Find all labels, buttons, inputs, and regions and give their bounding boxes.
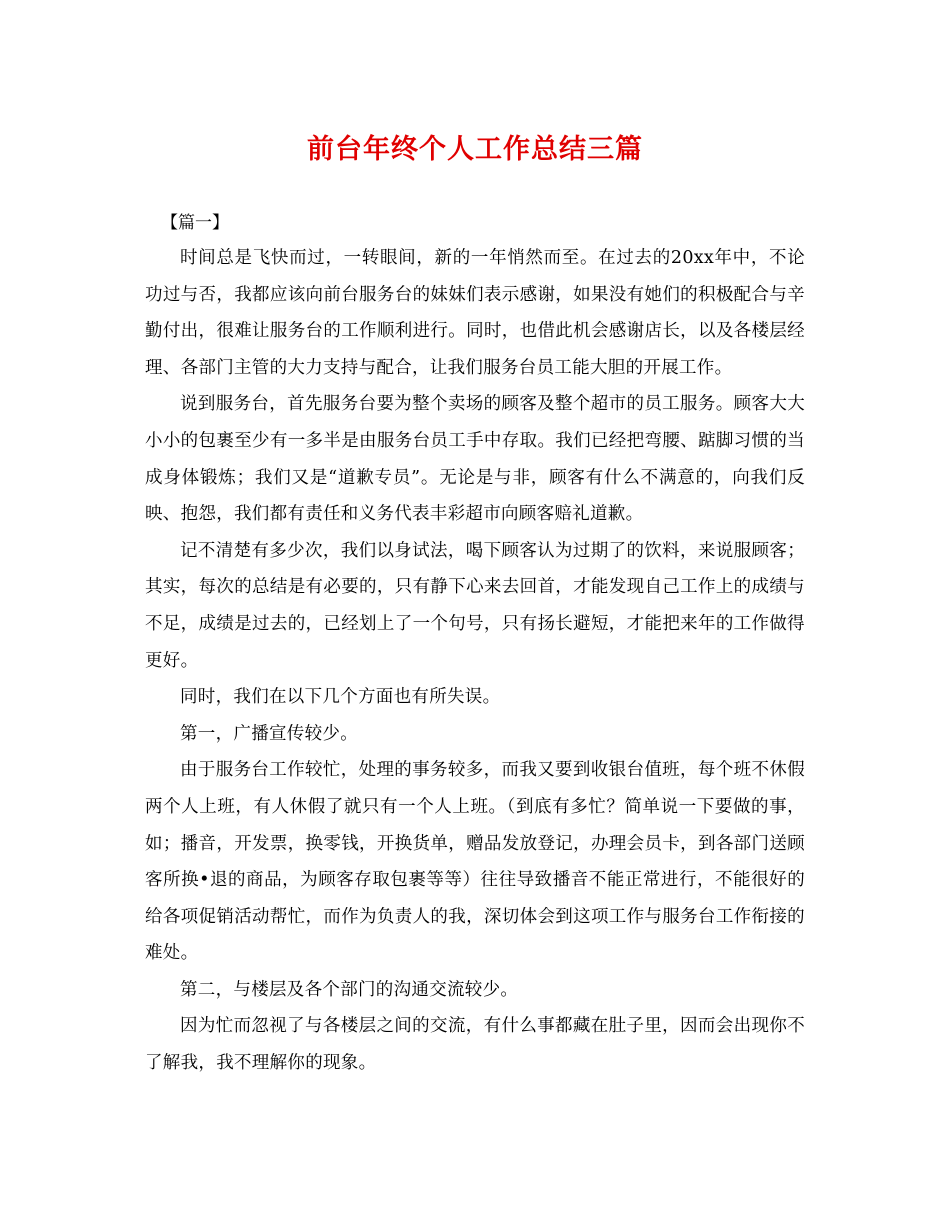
paragraph: 记不清楚有多少次，我们以身试法，喝下顾客认为过期了的饮料，来说服顾客；其实，每次的总结是有必要的，只有静下心来去回首，才能发现自己工作上的成绩与不足，成绩是过去的，已经划上了一个句号，只有扬长避短，才能把来年的工作做得更好。 <box>145 540 805 671</box>
paragraph: 第二，与楼层及各个部门的沟通交流较少。 <box>180 979 519 1000</box>
paragraph: 说到服务台，首先服务台要为整个卖场的顾客及整个超市的员工服务。顾客大大小小的包裹至少有一多半是由服务台员工手中存取。我们已经把弯腰、踮脚习惯的当成身体锻炼；我们又是“道歉专员”。无论是与非，顾客有什么不满意的，向我们反映、抱怨，我们都有责任和义务代表丰彩超市向顾客赔礼道歉。 <box>145 394 805 525</box>
paragraph: 第一，广播宣传较少。 <box>180 723 358 744</box>
paragraph: 同时，我们在以下几个方面也有所失误。 <box>180 687 501 708</box>
document-body <box>145 204 805 1082</box>
paragraph: 因为忙而忽视了与各楼层之间的交流，有什么事都藏在肚子里，因而会出现你不了解我，我不理解你的现象。 <box>145 1016 805 1074</box>
section-label: 【篇一】 <box>161 213 229 233</box>
document-title: 前台年终个人工作总结三篇 <box>307 134 643 165</box>
paragraph: 时间总是飞快而过，一转眼间，新的一年悄然而至。在过去的20xx年中，不论功过与否，我都应该向前台服务台的妹妹们表示感谢，如果没有她们的积极配合与辛勤付出，很难让服务台的工作顺利进行。同时，也借此机会感谢店长，以及各楼层经理、各部门主管的大力支持与配合，让我们服务台员工能大胆的开展工作。 <box>145 248 805 378</box>
paragraph: 由于服务台工作较忙，处理的事务较多，而我又要到收银台值班，每个班不休假两个人上班，有人休假了就只有一个人上班。（到底有多忙？简单说一下要做的事，如；播音，开发票，换零钱，开换货单，赠品发放登记，办理会员卡，到各部门送顾客所换•退的商品，为顾客存取包裹等等）往往导致播音不能正常进行，不能很好的给各项促销活动帮忙，而作为负责人的我，深切体会到这项工作与服务台工作衔接的难处。 <box>145 760 805 964</box>
